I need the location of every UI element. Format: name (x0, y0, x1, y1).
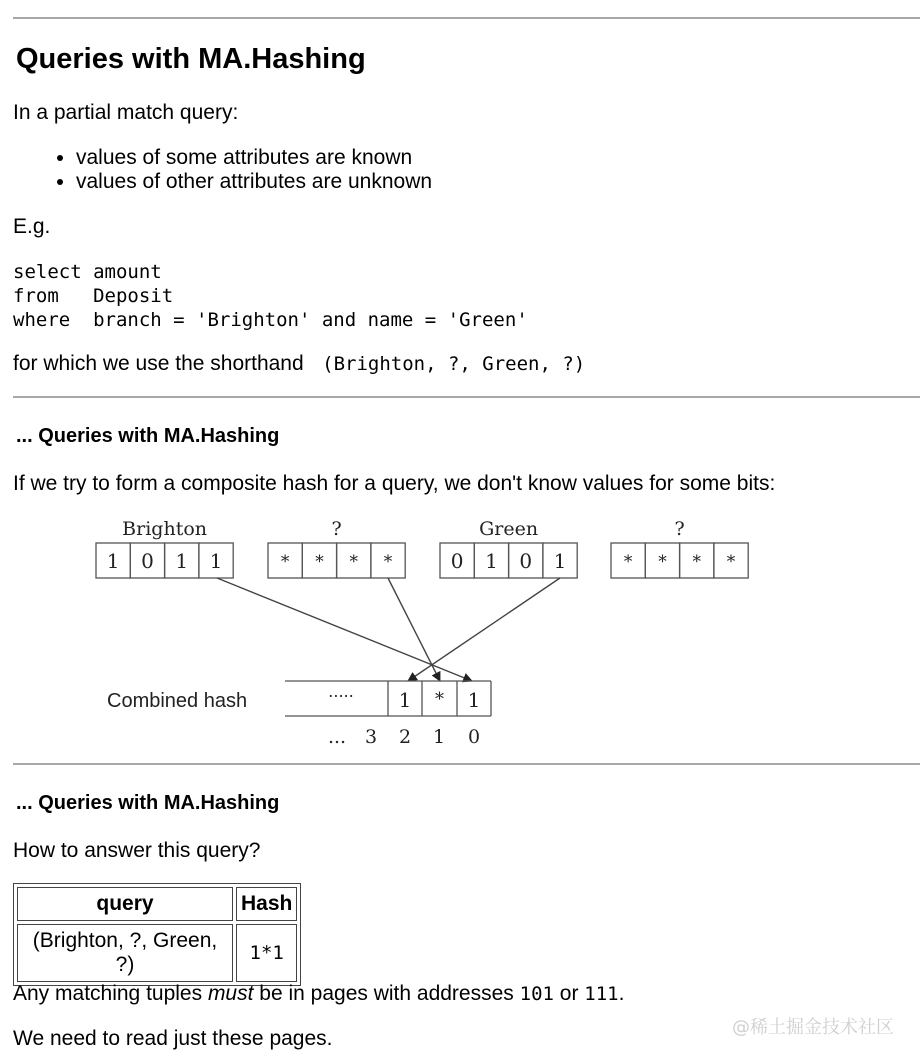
bit-position-2: 2 (398, 726, 412, 748)
bit-value: 1 (106, 549, 120, 573)
section2-text: If we try to form a composite hash for a query, we don't know values for some bits: (13, 472, 776, 495)
match-text-or: or (553, 982, 585, 1005)
match-text-end: . (618, 982, 625, 1005)
hash-group-2 (268, 518, 405, 578)
query-hash-table (13, 883, 301, 986)
hash-group-label: Brighton (122, 518, 208, 540)
bit-value: * (658, 552, 667, 572)
bit-value: * (280, 552, 290, 572)
diagram-arrows (217, 578, 560, 681)
bit-value: 1 (553, 549, 567, 573)
bit-value: * (623, 552, 633, 572)
intro-text: In a partial match query: (13, 101, 239, 124)
sql-code-block: select amount from Deposit where branch = 'Brighton' and name = 'Green' (13, 261, 528, 331)
hash-group-4 (611, 518, 748, 578)
bit-value: * (315, 552, 324, 572)
arrow-green (408, 578, 560, 681)
bullet-item-known: • values of some attributes are known (76, 146, 432, 170)
bit-position-1: 1 (432, 726, 446, 748)
shorthand-text: for which we use the shorthand (13, 352, 304, 375)
section3-text: How to answer this query? (13, 839, 261, 862)
combined-bit-1: * (435, 689, 444, 710)
hash-group-3 (440, 518, 577, 578)
bit-position-ellipsis: ... (327, 726, 347, 748)
arrow-unknown (388, 578, 440, 681)
hash-group-1 (96, 518, 233, 578)
hash-group-label: ? (674, 518, 685, 540)
column-header-hash: Hash (236, 887, 297, 921)
section-divider-2 (13, 763, 920, 765)
address-111: 111 (584, 983, 619, 1005)
bit-value: * (383, 552, 393, 572)
bit-value: * (349, 552, 358, 572)
eg-label: E.g. (13, 215, 51, 238)
bit-value: 1 (485, 549, 498, 573)
table-row (17, 924, 297, 982)
top-divider (13, 17, 920, 19)
table-header-row (17, 887, 297, 921)
bit-value: 0 (141, 549, 154, 573)
column-header-query: query (17, 887, 233, 921)
hash-cell: 1*1 (236, 924, 297, 982)
hash-group-label: ? (331, 518, 342, 540)
bit-position-0: 0 (467, 726, 481, 748)
composite-hash-diagram (0, 500, 920, 760)
bit-value: 1 (175, 549, 189, 573)
hash-group-label: Green (479, 518, 539, 540)
bullet-item-unknown: • values of other attributes are unknown (76, 170, 432, 194)
shorthand-line (13, 352, 585, 376)
watermark: @稀土掘金技术社区 (732, 1017, 894, 1038)
bit-value: 0 (519, 549, 533, 573)
section2-title: ... Queries with MA.Hashing (16, 425, 280, 447)
page-title: Queries with MA.Hashing (16, 43, 366, 75)
matching-tuples-text (13, 982, 624, 1006)
match-text-middle: be in pages with addresses (253, 982, 520, 1005)
bit-value: 0 (450, 549, 464, 573)
combined-bit-0: 1 (467, 688, 481, 712)
bit-position-3: 3 (364, 726, 378, 748)
section3-title: ... Queries with MA.Hashing (16, 792, 280, 814)
bit-value: 1 (209, 549, 223, 573)
address-101: 101 (519, 983, 554, 1005)
emphasis-must: must (207, 982, 254, 1005)
section-divider-1 (13, 396, 920, 398)
shorthand-code: (Brighton, ?, Green, ?) (322, 353, 586, 375)
bit-value: * (726, 552, 736, 572)
final-text: We need to read just these pages. (13, 1027, 333, 1050)
bit-value: * (692, 552, 701, 572)
bullet-list (46, 146, 432, 194)
query-cell: (Brighton, ?, Green, ?) (17, 924, 233, 982)
combined-dots: ..... (328, 682, 354, 701)
combined-hash-label: Combined hash (107, 690, 248, 712)
match-text-start: Any matching tuples (13, 982, 208, 1005)
combined-hash-box (285, 681, 491, 716)
arrow-brighton (217, 578, 472, 681)
combined-bit-2: 1 (398, 688, 412, 712)
